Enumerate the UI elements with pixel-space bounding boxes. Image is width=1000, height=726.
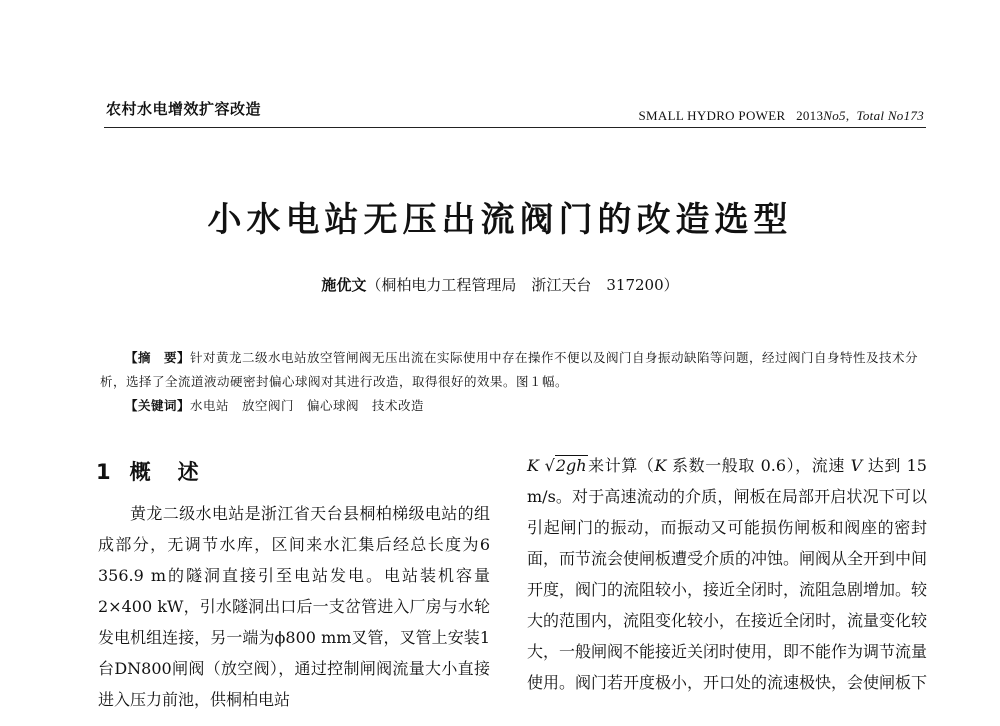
author-name: 施优文 — [321, 276, 367, 294]
journal-issue: No5 — [823, 108, 846, 123]
formula-k: K — [527, 456, 539, 475]
section-number: 1 — [96, 460, 114, 484]
sqrt-symbol: √ — [544, 456, 555, 475]
right-text-1: 来计算（ — [587, 456, 655, 475]
abstract — [100, 346, 926, 394]
section-heading — [96, 456, 202, 486]
keywords-text: 水电站 放空阀门 偏心球阀 技术改造 — [190, 398, 425, 413]
keywords — [125, 396, 424, 414]
keywords-label: 【关键词】 — [125, 398, 191, 413]
journal-name: SMALL HYDRO POWER — [638, 108, 786, 123]
byline — [0, 274, 1000, 295]
abstract-text: 针对黄龙二级水电站放空管闸阀无压出流在实际使用中存在操作不便以及阀门自身振动缺陷等问题，经过阀门自身特性及技术分析，选择了全流道液动硬密封偏心球阀对其进行改造，取得很好的效果。图１幅。 — [100, 350, 919, 389]
journal-total: Total No173 — [856, 108, 924, 123]
formula-v: V — [850, 456, 863, 475]
right-text-2: 系数一般取 0.6），流速 — [666, 456, 851, 475]
journal-year: 2013 — [796, 108, 824, 123]
journal-header: SMALL HYDRO POWER 2013No5, Total No173 — [638, 108, 924, 123]
header-rule — [104, 127, 926, 128]
author-affiliation: （桐柏电力工程管理局 浙江天台 317200） — [366, 276, 679, 294]
article-title: 小水电站无压出流阀门的改造选型 — [207, 200, 793, 240]
formula-k2: K — [654, 456, 667, 475]
left-column-paragraph: 黄龙二级水电站是浙江省天台县桐柏梯级电站的组成部分，无调节水库，区间来水汇集后经总长度为6 356.9 m的隧洞直接引至电站发电。电站装机容量2×400 kW，引水隧洞出口后一支岔管进入厂房与水轮发电机组连接，另一端为ϕ800 mm叉管，叉管上安装1台DN800闸阀（放空阀），通过控制闸阀流量大小直接进入压力前池，供桐柏电站 — [98, 504, 490, 709]
section-heading-text: 概 述 — [129, 460, 202, 484]
abstract-label: 【摘 要】 — [125, 350, 191, 365]
formula-radicand: 2gh — [555, 456, 587, 475]
right-text-3: 达到 15 m/s。对于高速流动的介质，闸板在局部开启状况下可以引起闸门的振动，而振动又可能损伤闸板和阀座的密封面，而节流会使闸板遭受介质的冲蚀。闸阀从全开到中间开度，阀门的流阻较小，接近全闭时，流阻急剧增加。较大的范围内，流阻变化较小，在接近全闭时，流量变化较大，一般闸阀不能接近关闭时使用，即不能作为调节流量使用。阀门若开度极小，开口处的流速极快，会使闸板下 — [527, 456, 928, 692]
right-column-paragraph — [527, 450, 927, 698]
section-title: 农村水电增效扩容改造 — [106, 100, 262, 118]
